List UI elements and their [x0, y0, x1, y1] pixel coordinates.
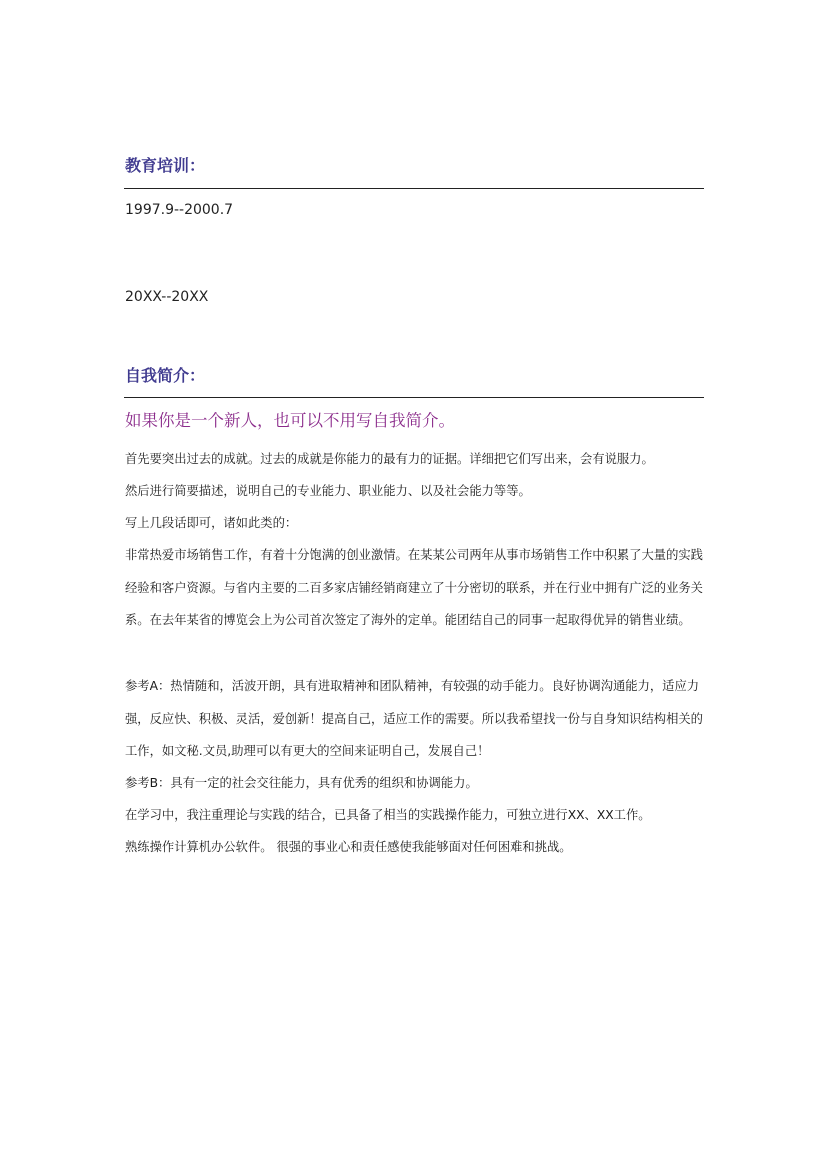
intro-paragraph: 然后进行简要描述，说明自己的专业能力、职业能力、以及社会能力等等。 [125, 484, 531, 498]
intro-divider [124, 397, 704, 398]
intro-paragraph: 在学习中，我注重理论与实践的结合，已具备了相当的实践操作能力，可独立进行XX、XX工作。 [125, 808, 651, 822]
intro-heading: 自我简介： [125, 366, 206, 385]
intro-paragraph: 写上几段话即可，诸如此类的： [125, 516, 298, 530]
intro-paragraph: 熟练操作计算机办公软件。 很强的事业心和责任感使我能够面对任何困难和挑战。 [125, 840, 572, 854]
intro-paragraph: 参考A：热情随和，活波开朗，具有进取精神和团队精神，有较强的动手能力。良好协调沟通能力，适应力强，反应快、积极、灵活，爱创新！提高自己，适应工作的需要。所以我希望找一份与自身知识结构相关的工作，如文秘.文员,助理可以有更大的空间来证明自己，发展自己！ [125, 679, 703, 758]
education-heading: 教育培训： [125, 156, 206, 175]
education-divider [124, 188, 704, 189]
intro-paragraph: 参考B：具有一定的社会交往能力，具有优秀的组织和协调能力。 [125, 776, 478, 790]
intro-tagline: 如果你是一个新人，也可以不用写自我简介。 [125, 411, 455, 430]
education-period-2: 20XX--20XX [125, 289, 209, 305]
intro-paragraph: 非常热爱市场销售工作，有着十分饱满的创业激情。在某某公司两年从事市场销售工作中积累了大量的实践经验和客户资源。与省内主要的二百多家店铺经销商建立了十分密切的联系，并在行业中拥有广泛的业务关系。在去年某省的博览会上为公司首次签定了海外的定单。能团结自己的同事一起取得优异的销售业绩。 [125, 548, 703, 627]
education-period-1: 1997.9--2000.7 [125, 202, 234, 218]
intro-paragraph: 首先要突出过去的成就。过去的成就是你能力的最有力的证据。详细把它们写出来，会有说服力。 [125, 452, 654, 466]
